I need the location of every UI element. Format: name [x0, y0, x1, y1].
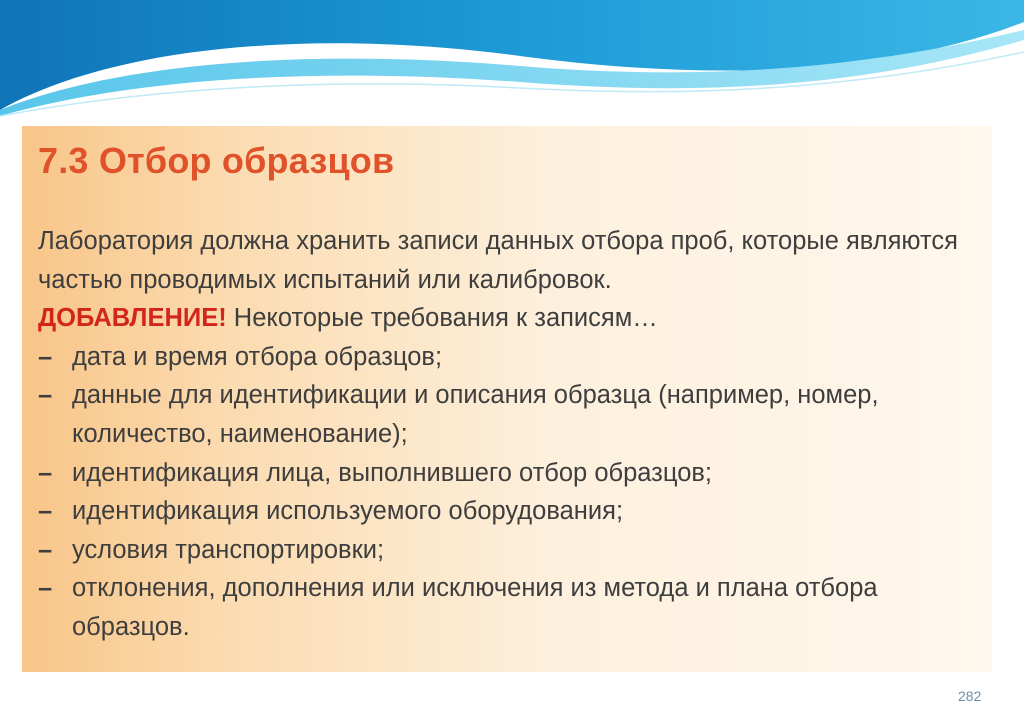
list-item [38, 454, 978, 493]
header-wave-decoration [0, 0, 1024, 120]
list-item [38, 569, 978, 646]
list-item-text: дата и время отбора образцов; [72, 342, 443, 371]
list-item [38, 376, 978, 453]
bullet-dash: – [38, 497, 53, 526]
slide-body [38, 222, 978, 647]
list-item-text: идентификация используемого оборудования; [72, 497, 624, 526]
bullet-dash: – [38, 342, 53, 371]
list-item [38, 338, 978, 377]
bullet-dash: – [38, 535, 53, 564]
slide-number: 282 [958, 688, 982, 704]
bullet-dash: – [38, 458, 53, 487]
slide-title: 7.3 Отбор образцов [38, 140, 395, 181]
list-item-text: данные для идентификации и описания образца (например, номер, количество, наименование); [72, 381, 879, 448]
list-item [38, 492, 978, 531]
bullet-dash: – [38, 574, 53, 603]
list-item [38, 531, 978, 570]
addition-text: Некоторые требования к записям… [226, 304, 658, 333]
list-item-text: условия транспортировки; [72, 535, 385, 564]
list-item-text: идентификация лица, выполнившего отбор образцов; [72, 458, 713, 487]
list-item-text: отклонения, дополнения или исключения из метода и плана отбора образцов. [72, 574, 878, 641]
addition-label: ДОБАВЛЕНИЕ! [38, 304, 227, 333]
intro-paragraph: Лаборатория должна хранить записи данных отбора проб, которые являются частью проводимых испытаний или калибровок. [38, 227, 958, 294]
bullet-dash: – [38, 381, 53, 410]
addition-line [38, 299, 978, 338]
